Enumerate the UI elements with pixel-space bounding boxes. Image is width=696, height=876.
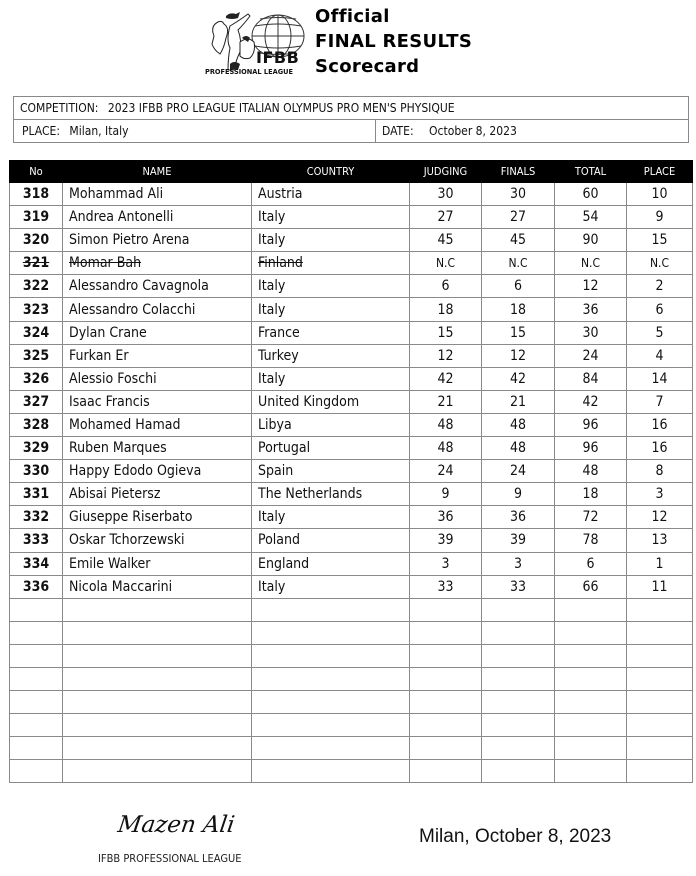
cell-no: 330: [10, 460, 63, 483]
cell-judging: 18: [410, 298, 482, 321]
empty-cell-name: [63, 598, 252, 621]
cell-name: Oskar Tchorzewski: [63, 529, 252, 552]
column-header-judging: JUDGING: [410, 161, 482, 183]
empty-cell-finals: [482, 667, 555, 690]
empty-cell-finals: [482, 644, 555, 667]
cell-judging: 27: [410, 206, 482, 229]
date-value: October 8, 2023: [429, 124, 517, 138]
cell-total: 66: [555, 575, 627, 598]
cell-place: 3: [627, 483, 693, 506]
empty-table-row: [10, 760, 693, 783]
cell-judging: 42: [410, 367, 482, 390]
cell-judging: 30: [410, 183, 482, 206]
cell-total: 78: [555, 529, 627, 552]
competition-info-box: [13, 96, 689, 143]
cell-judging: 39: [410, 529, 482, 552]
cell-name: Isaac Francis: [63, 390, 252, 413]
empty-cell-judging: [410, 667, 482, 690]
cell-no: 332: [10, 506, 63, 529]
cell-place: 16: [627, 437, 693, 460]
empty-cell-name: [63, 621, 252, 644]
cell-country: Italy: [252, 206, 410, 229]
cell-no: 321: [10, 252, 63, 275]
empty-cell-place: [627, 644, 693, 667]
cell-place: 6: [627, 298, 693, 321]
empty-cell-name: [63, 644, 252, 667]
empty-cell-total: [555, 760, 627, 783]
cell-finals: 36: [482, 506, 555, 529]
empty-cell-place: [627, 760, 693, 783]
table-row: [10, 575, 693, 598]
cell-country: Finland: [252, 252, 410, 275]
results-table: [9, 160, 693, 783]
empty-cell-finals: [482, 760, 555, 783]
empty-table-row: [10, 598, 693, 621]
table-row: [10, 321, 693, 344]
cell-name: Nicola Maccarini: [63, 575, 252, 598]
cell-total: 90: [555, 229, 627, 252]
empty-cell-country: [252, 737, 410, 760]
cell-judging: 48: [410, 437, 482, 460]
cell-finals: 15: [482, 321, 555, 344]
cell-judging: N.C: [410, 252, 482, 275]
competition-label: COMPETITION:: [20, 101, 99, 115]
empty-cell-place: [627, 621, 693, 644]
empty-cell-no: [10, 691, 63, 714]
table-header-row: [10, 161, 693, 183]
cell-total: 24: [555, 344, 627, 367]
column-header-total: TOTAL: [555, 161, 627, 183]
document-title: [315, 4, 472, 79]
cell-judging: 48: [410, 413, 482, 436]
empty-table-row: [10, 714, 693, 737]
empty-cell-judging: [410, 714, 482, 737]
cell-no: 329: [10, 437, 63, 460]
cell-country: Italy: [252, 229, 410, 252]
table-row: [10, 552, 693, 575]
cell-finals: 24: [482, 460, 555, 483]
table-row: [10, 483, 693, 506]
empty-cell-country: [252, 691, 410, 714]
cell-total: 54: [555, 206, 627, 229]
place-value: Milan, Italy: [69, 124, 129, 138]
date-label: DATE:: [382, 124, 414, 138]
cell-name: Andrea Antonelli: [63, 206, 252, 229]
cell-name: Emile Walker: [63, 552, 252, 575]
empty-cell-total: [555, 737, 627, 760]
empty-cell-place: [627, 714, 693, 737]
empty-cell-name: [63, 667, 252, 690]
empty-cell-no: [10, 714, 63, 737]
cell-finals: 39: [482, 529, 555, 552]
table-row: [10, 460, 693, 483]
empty-cell-no: [10, 667, 63, 690]
cell-country: Libya: [252, 413, 410, 436]
cell-place: 2: [627, 275, 693, 298]
table-row: [10, 275, 693, 298]
empty-table-row: [10, 691, 693, 714]
footer-place-date: Milan, October 8, 2023: [419, 826, 612, 847]
empty-cell-total: [555, 667, 627, 690]
cell-place: 16: [627, 413, 693, 436]
place-cell: [14, 120, 376, 142]
empty-cell-name: [63, 737, 252, 760]
table-row: [10, 390, 693, 413]
place-label: PLACE:: [22, 124, 60, 138]
cell-name: Momar Bah: [63, 252, 252, 275]
cell-no: 326: [10, 367, 63, 390]
cell-total: 18: [555, 483, 627, 506]
column-header-place: PLACE: [627, 161, 693, 183]
competition-row: [14, 97, 688, 120]
cell-name: Dylan Crane: [63, 321, 252, 344]
cell-finals: N.C: [482, 252, 555, 275]
empty-cell-country: [252, 714, 410, 737]
table-row: [10, 298, 693, 321]
cell-country: France: [252, 321, 410, 344]
cell-no: 324: [10, 321, 63, 344]
cell-total: 96: [555, 437, 627, 460]
cell-no: 323: [10, 298, 63, 321]
cell-finals: 42: [482, 367, 555, 390]
table-row: [10, 183, 693, 206]
empty-cell-place: [627, 691, 693, 714]
cell-place: 14: [627, 367, 693, 390]
cell-name: Simon Pietro Arena: [63, 229, 252, 252]
cell-judging: 21: [410, 390, 482, 413]
empty-table-row: [10, 644, 693, 667]
cell-country: England: [252, 552, 410, 575]
cell-total: 72: [555, 506, 627, 529]
empty-cell-total: [555, 598, 627, 621]
cell-no: 336: [10, 575, 63, 598]
cell-place: 10: [627, 183, 693, 206]
cell-judging: 24: [410, 460, 482, 483]
column-header-finals: FINALS: [482, 161, 555, 183]
place-date-row: [14, 120, 688, 142]
cell-finals: 21: [482, 390, 555, 413]
table-row: [10, 437, 693, 460]
cell-judging: 36: [410, 506, 482, 529]
empty-cell-judging: [410, 737, 482, 760]
cell-place: 1: [627, 552, 693, 575]
competition-value: 2023 IFBB PRO LEAGUE ITALIAN OLYMPUS PRO MEN'S PHYSIQUE: [107, 101, 455, 115]
cell-country: Austria: [252, 183, 410, 206]
cell-judging: 12: [410, 344, 482, 367]
cell-no: 320: [10, 229, 63, 252]
empty-cell-name: [63, 760, 252, 783]
date-cell: [376, 120, 517, 142]
cell-finals: 27: [482, 206, 555, 229]
table-row: [10, 229, 693, 252]
signature: Mazen Ali: [116, 812, 237, 838]
cell-total: 42: [555, 390, 627, 413]
column-header-name: NAME: [63, 161, 252, 183]
cell-place: 13: [627, 529, 693, 552]
cell-total: 12: [555, 275, 627, 298]
empty-table-row: [10, 621, 693, 644]
cell-country: United Kingdom: [252, 390, 410, 413]
cell-country: The Netherlands: [252, 483, 410, 506]
cell-country: Turkey: [252, 344, 410, 367]
empty-cell-judging: [410, 691, 482, 714]
empty-cell-country: [252, 760, 410, 783]
cell-name: Alessio Foschi: [63, 367, 252, 390]
cell-place: N.C: [627, 252, 693, 275]
empty-cell-name: [63, 714, 252, 737]
cell-finals: 48: [482, 437, 555, 460]
cell-judging: 6: [410, 275, 482, 298]
cell-no: 325: [10, 344, 63, 367]
cell-no: 328: [10, 413, 63, 436]
cell-name: Mohammad Ali: [63, 183, 252, 206]
cell-country: Portugal: [252, 437, 410, 460]
empty-cell-total: [555, 714, 627, 737]
empty-cell-country: [252, 644, 410, 667]
cell-finals: 9: [482, 483, 555, 506]
empty-cell-no: [10, 644, 63, 667]
empty-cell-place: [627, 598, 693, 621]
column-header-no: No: [10, 161, 63, 183]
empty-cell-judging: [410, 760, 482, 783]
empty-cell-name: [63, 691, 252, 714]
cell-country: Italy: [252, 275, 410, 298]
cell-total: N.C: [555, 252, 627, 275]
cell-judging: 45: [410, 229, 482, 252]
empty-cell-finals: [482, 714, 555, 737]
cell-finals: 30: [482, 183, 555, 206]
cell-country: Italy: [252, 506, 410, 529]
empty-cell-finals: [482, 691, 555, 714]
empty-cell-no: [10, 737, 63, 760]
cell-judging: 15: [410, 321, 482, 344]
cell-name: Alessandro Colacchi: [63, 298, 252, 321]
cell-name: Mohamed Hamad: [63, 413, 252, 436]
cell-place: 12: [627, 506, 693, 529]
cell-name: Alessandro Cavagnola: [63, 275, 252, 298]
cell-name: Ruben Marques: [63, 437, 252, 460]
cell-country: Italy: [252, 367, 410, 390]
empty-cell-total: [555, 621, 627, 644]
cell-finals: 3: [482, 552, 555, 575]
cell-name: Happy Edodo Ogieva: [63, 460, 252, 483]
column-header-country: COUNTRY: [252, 161, 410, 183]
cell-place: 11: [627, 575, 693, 598]
table-row: [10, 413, 693, 436]
cell-total: 60: [555, 183, 627, 206]
cell-finals: 48: [482, 413, 555, 436]
empty-cell-judging: [410, 644, 482, 667]
empty-cell-place: [627, 667, 693, 690]
empty-cell-no: [10, 621, 63, 644]
title-line-final-results: FINAL RESULTS: [315, 31, 473, 52]
cell-total: 6: [555, 552, 627, 575]
cell-finals: 33: [482, 575, 555, 598]
cell-country: Italy: [252, 575, 410, 598]
cell-total: 96: [555, 413, 627, 436]
empty-table-row: [10, 667, 693, 690]
cell-place: 8: [627, 460, 693, 483]
empty-cell-judging: [410, 598, 482, 621]
empty-cell-finals: [482, 737, 555, 760]
table-row: [10, 367, 693, 390]
table-row: [10, 252, 693, 275]
cell-total: 30: [555, 321, 627, 344]
cell-finals: 6: [482, 275, 555, 298]
table-row: [10, 344, 693, 367]
cell-no: 333: [10, 529, 63, 552]
cell-place: 7: [627, 390, 693, 413]
cell-judging: 3: [410, 552, 482, 575]
empty-cell-total: [555, 644, 627, 667]
title-line-scorecard: Scorecard: [315, 56, 420, 77]
cell-place: 5: [627, 321, 693, 344]
empty-cell-country: [252, 598, 410, 621]
cell-total: 84: [555, 367, 627, 390]
signature-organization: IFBB PROFESSIONAL LEAGUE: [98, 852, 242, 865]
cell-country: Italy: [252, 298, 410, 321]
cell-name: Furkan Er: [63, 344, 252, 367]
empty-cell-finals: [482, 621, 555, 644]
title-line-official: Official: [315, 6, 390, 27]
cell-no: 322: [10, 275, 63, 298]
cell-finals: 12: [482, 344, 555, 367]
cell-place: 15: [627, 229, 693, 252]
cell-no: 318: [10, 183, 63, 206]
empty-cell-total: [555, 691, 627, 714]
cell-no: 331: [10, 483, 63, 506]
cell-country: Poland: [252, 529, 410, 552]
empty-cell-place: [627, 737, 693, 760]
cell-no: 334: [10, 552, 63, 575]
results-body: [10, 183, 693, 783]
empty-table-row: [10, 737, 693, 760]
cell-place: 9: [627, 206, 693, 229]
cell-total: 48: [555, 460, 627, 483]
cell-name: Abisai Pietersz: [63, 483, 252, 506]
cell-total: 36: [555, 298, 627, 321]
table-row: [10, 529, 693, 552]
empty-cell-finals: [482, 598, 555, 621]
cell-country: Spain: [252, 460, 410, 483]
empty-cell-no: [10, 760, 63, 783]
cell-place: 4: [627, 344, 693, 367]
cell-no: 327: [10, 390, 63, 413]
empty-cell-judging: [410, 621, 482, 644]
table-row: [10, 206, 693, 229]
cell-judging: 9: [410, 483, 482, 506]
empty-cell-country: [252, 667, 410, 690]
cell-no: 319: [10, 206, 63, 229]
cell-name: Giuseppe Riserbato: [63, 506, 252, 529]
logo-subtitle-text: PROFESSIONAL LEAGUE: [205, 68, 293, 76]
empty-cell-country: [252, 621, 410, 644]
cell-finals: 45: [482, 229, 555, 252]
cell-judging: 33: [410, 575, 482, 598]
logo-ifbb-text: IFBB: [256, 48, 300, 67]
cell-finals: 18: [482, 298, 555, 321]
table-row: [10, 506, 693, 529]
empty-cell-no: [10, 598, 63, 621]
